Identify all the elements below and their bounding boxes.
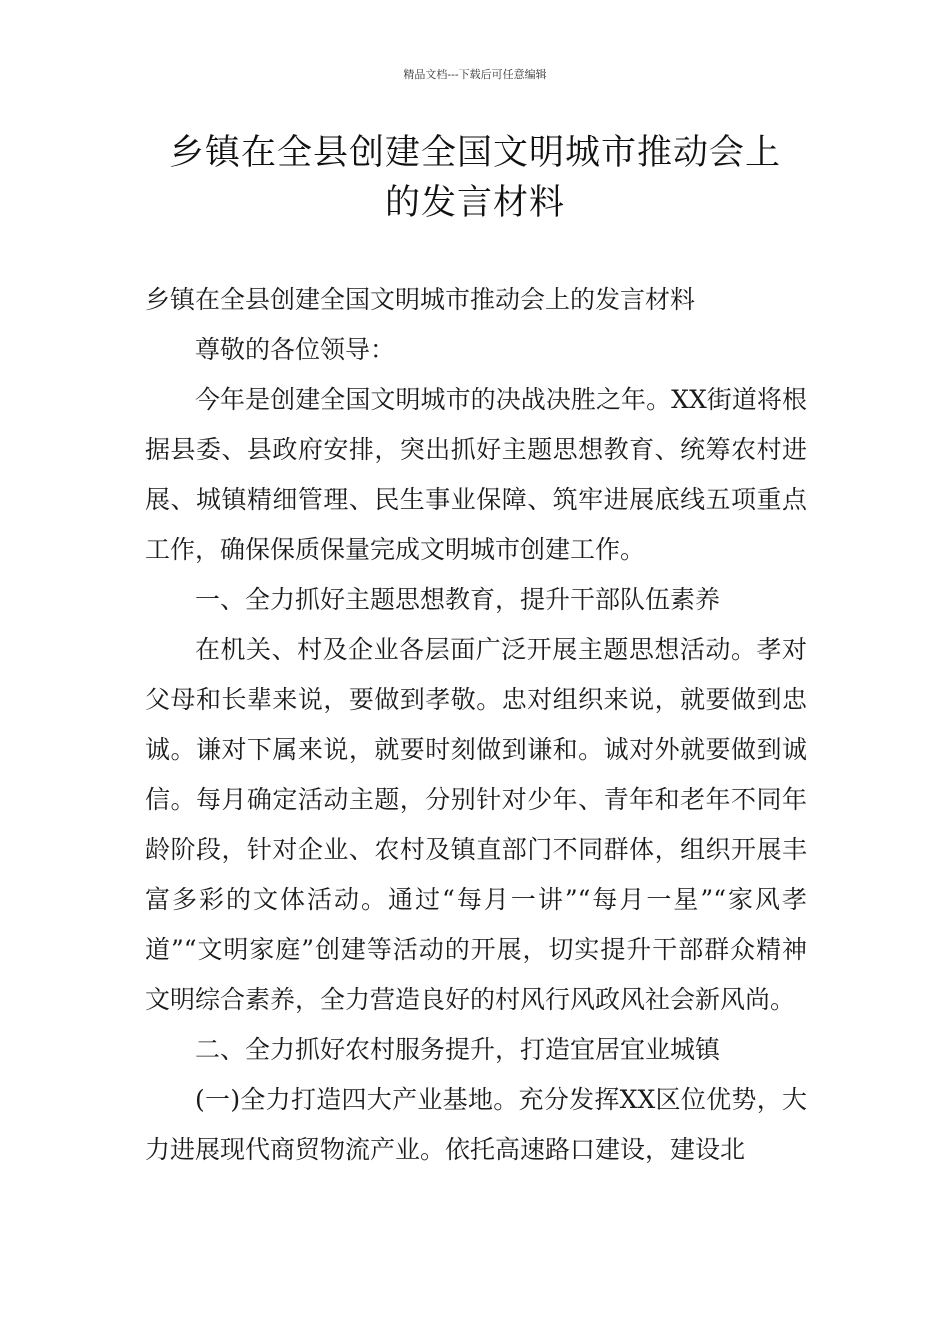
salutation-paragraph: 尊敬的各位领导： xyxy=(195,335,396,364)
title-line-2: 的发言材料 xyxy=(384,183,565,223)
intro-paragraph: 今年是创建全国文明城市的决战决胜之年。XX街道将根据县委、县政府安排，突出抓好主题思想教育、统筹农村进展、城镇精细管理、民生事业保障、筑牢进展底线五项重点工作，确保保质保量完成文明城市创建工作。 xyxy=(145,385,807,564)
header-note: 精品文档---下载后可任意编辑 xyxy=(403,68,547,81)
document-body xyxy=(145,275,807,1175)
section-heading-1: 一、全力抓好主题思想教育，提升干部队伍素养 xyxy=(195,585,721,614)
section-2-paragraph: (一)全力打造四大产业基地。充分发挥XX区位优势，大力进展现代商贸物流产业。依托高速路口建设，建设北 xyxy=(145,1085,807,1164)
subtitle-paragraph: 乡镇在全县创建全国文明城市推动会上的发言材料 xyxy=(145,285,696,314)
section-1-paragraph: 在机关、村及企业各层面广泛开展主题思想活动。孝对父母和长辈来说，要做到孝敬。忠对组织来说，就要做到忠诚。谦对下属来说，就要时刻做到谦和。诚对外就要做到诚信。每月确定活动主题，分别针对少年、青年和老年不同年龄阶段，针对企业、农村及镇直部门不同群体，组织开展丰富多彩的文体活动。通过“每月一讲”“每月一星”“家风孝道”“文明家庭”创建等活动的开展，切实提升干部群众精神文明综合素养，全力营造良好的村风行风政风社会新风尚。 xyxy=(145,635,807,1014)
section-heading-2: 二、全力抓好农村服务提升，打造宜居宜业城镇 xyxy=(195,1035,721,1064)
title-line-1: 乡镇在全县创建全国文明城市推动会上 xyxy=(168,133,781,173)
document-title xyxy=(110,128,840,228)
